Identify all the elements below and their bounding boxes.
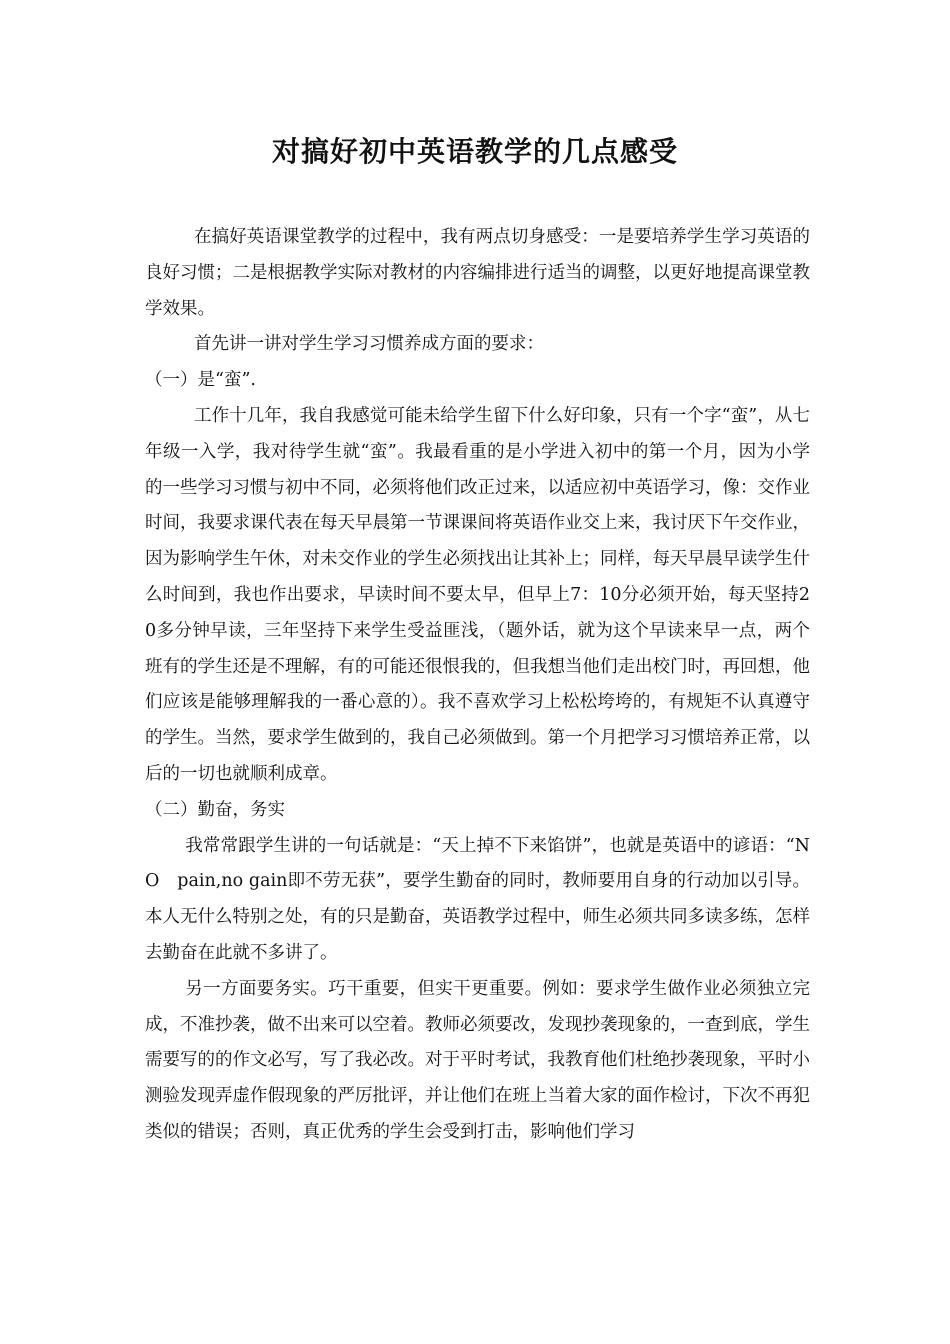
document-title: 对搞好初中英语教学的几点感受 [271, 135, 678, 168]
paragraph-section-2b: 另一方面要务实。巧干重要，但实干更重要。例如：要求学生做作业必须独立完成，不准抄袭，做不出来可以空着。教师必须要改，发现抄袭现象的，一查到底，学生需要写的的作文必写，写了我必改。对于平时考试，我教育他们杜绝抄袭现象，平时小测验发现弄虚作假现象的严厉批评，并让他们在班上当着大家的面作检讨，下次不再犯类似的错误；否则，真正优秀的学生会受到打击，影响他们学习 [145, 978, 810, 1142]
paragraph-section-2a: 我常常跟学生讲的一句话就是：“天上掉不下来馅饼”，也就是英语中的谚语：“NO pain,no gain即不劳无获”，要学生勤奋的同时，教师要用自身的行动加以引导。本人无什么特别之处，有的只是勤奋，英语教学过程中，师生必须共同多读多练，怎样去勤奋在此就不多讲了。 [145, 835, 810, 963]
paragraph-habits-lead: 首先讲一讲对学生学习习惯养成方面的要求： [194, 334, 544, 355]
document-body [145, 220, 810, 1151]
section-heading-2: （二）勤奋，务实 [145, 799, 285, 820]
paragraph-section-1: 工作十几年，我自我感觉可能未给学生留下什么好印象，只有一个字“蛮”，从七年级一入学，我对待学生就“蛮”。我最看重的是小学进入初中的第一个月，因为小学的一些学习习惯与初中不同，必须将他们改正过来，以适应初中英语学习，像：交作业时间，我要求课代表在每天早晨第一节课课间将英语作业交上来，我讨厌下午交作业，因为影响学生午休，对未交作业的学生必须找出让其补上；同样，每天早晨早读学生什么时间到，我也作出要求，早读时间不要太早，但早上7：10分必须开始，每天坚持20多分钟早读，三年坚持下来学生受益匪浅，（题外话，就为这个早读来早一点，两个班有的学生还是不理解，有的可能还很恨我的，但我想当他们走出校门时，再回想，他们应该是能够理解我的一番心意的）。我不喜欢学习上松松垮垮的，有规矩不认真遵守的学生。当然，要求学生做到的，我自己必须做到。第一个月把学习习惯培养正常，以后的一切也就顺利成章。 [145, 405, 810, 784]
section-heading-1: （一）是“蛮”. [145, 370, 256, 391]
paragraph-intro: 在搞好英语课堂教学的过程中，我有两点切身感受：一是要培养学生学习英语的良好习惯；二是根据教学实际对教材的内容编排进行适当的调整，以更好地提高课堂教学效果。 [145, 227, 810, 319]
